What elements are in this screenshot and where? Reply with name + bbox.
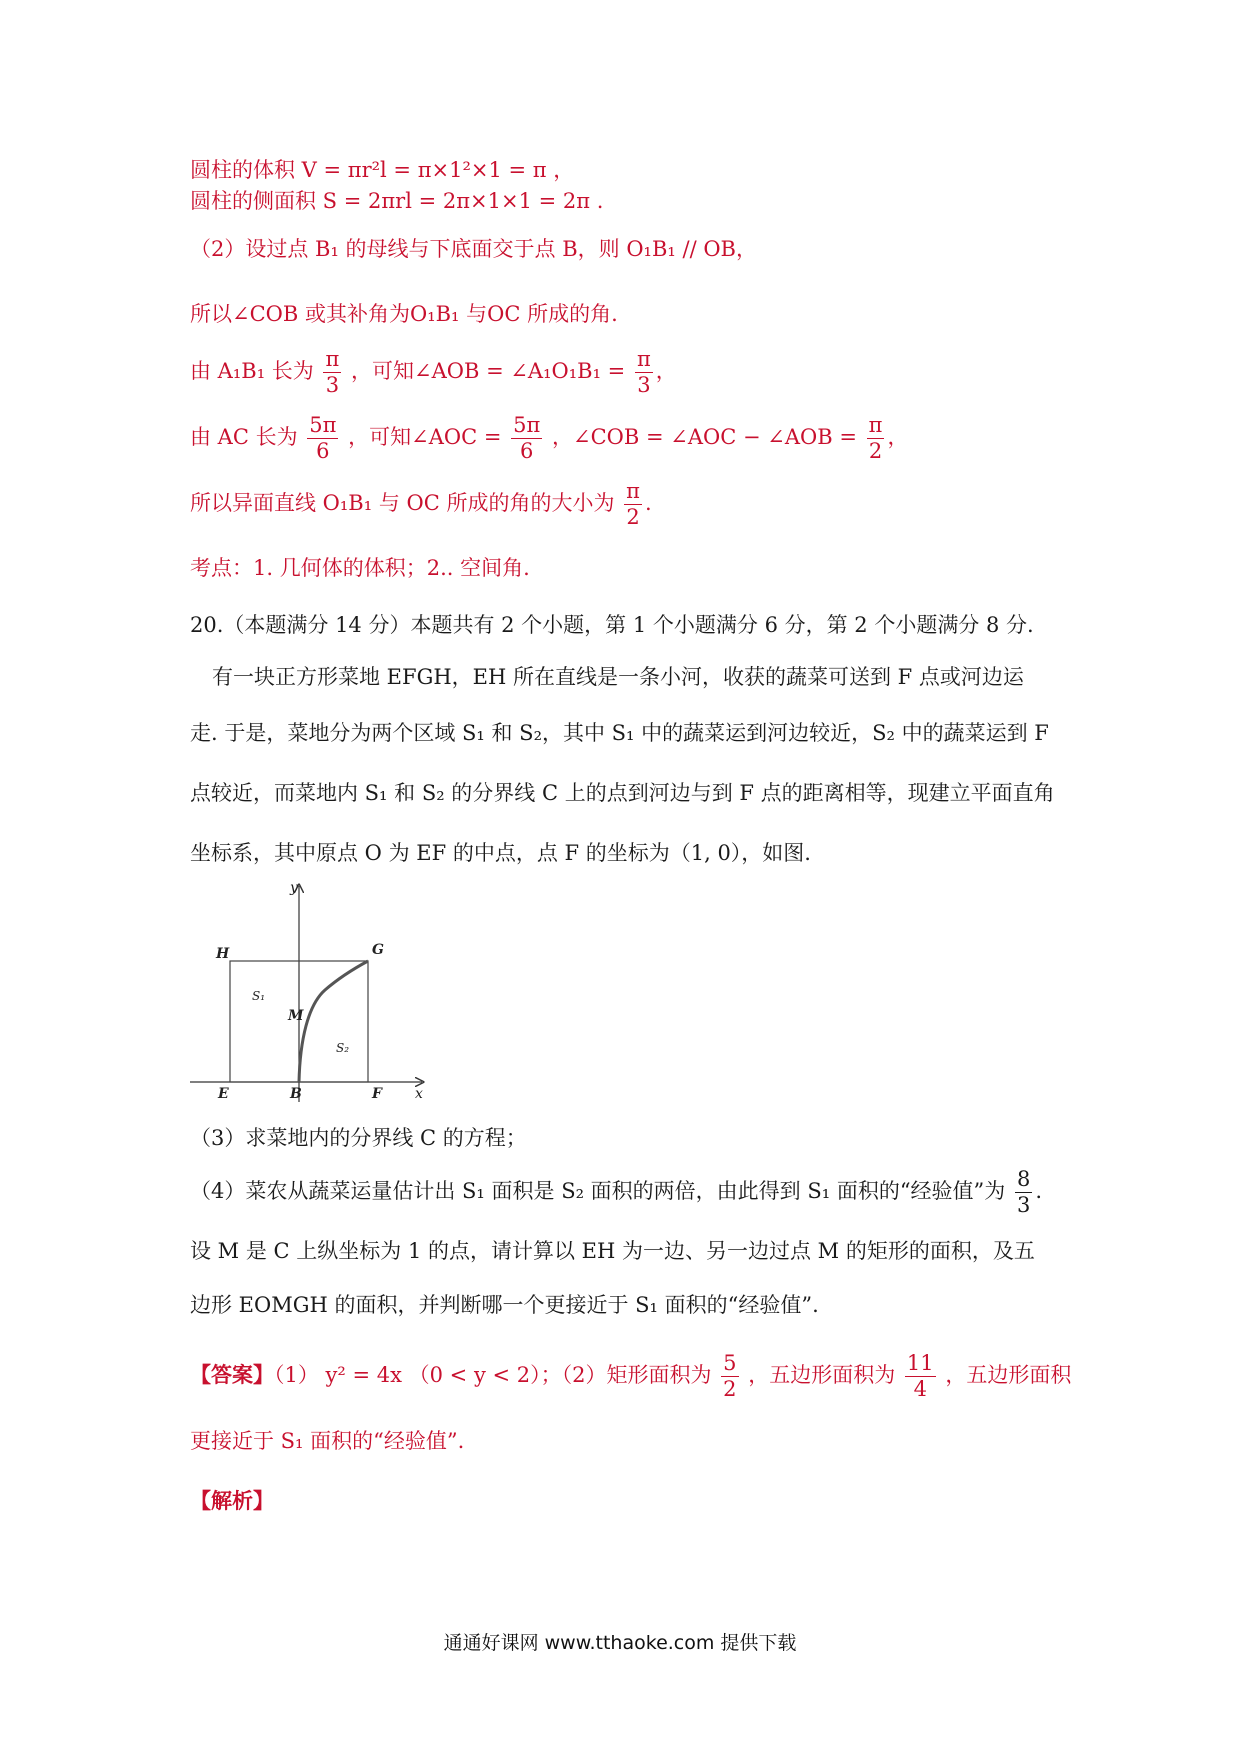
answer-line2: 更接近于 S₁ 面积的“经验值”.	[190, 1429, 465, 1453]
part2-intro-line: （2）设过点 B₁ 的母线与下底面交于点 B，则 O₁B₁ // OB，	[190, 237, 757, 261]
problem-20-para3: 点较近，而菜地内 S₁ 和 S₂ 的分界线 C 上的点到河边与到 F 点的距离相等，现建立平面直角	[190, 781, 1055, 805]
label-s2: S₂	[336, 1041, 350, 1055]
fraction-5pi-over-6-b: $\frac{5\pi}{6}$	[513, 413, 541, 464]
question-4-line1: （4）菜农从蔬菜运量估计出 S₁ 面积是 S₂ 面积的两倍，由此得到 S₁ 面积的“经验值”为 $\frac{8}{3}$ .	[190, 1167, 1043, 1218]
arc-a1b1-prefix: 由 A₁B₁ 长为	[190, 359, 314, 384]
label-x: x	[415, 1086, 423, 1102]
knowledge-points: 考点：1. 几何体的体积；2.. 空间角.	[190, 556, 530, 580]
label-b: B	[290, 1086, 302, 1102]
answer-text1: （1） y² = 4x （0 < y < 2）；（2）矩形面积为	[274, 1363, 712, 1388]
problem-20-para4: 坐标系，其中原点 O 为 EF 的中点，点 F 的坐标为（1, 0），如图.	[190, 841, 811, 865]
conclusion-line: 所以异面直线 O₁B₁ 与 OC 所成的角的大小为 $\frac{\pi}{2}$ .	[190, 479, 652, 530]
boundary-curve-c	[299, 961, 368, 1082]
label-e: E	[218, 1086, 229, 1102]
fraction-pi-over-3-b: $\frac{\pi}{3}$	[636, 347, 651, 398]
question-3: （3）求菜地内的分界线 C 的方程；	[190, 1126, 527, 1150]
coordinate-figure	[190, 880, 435, 1102]
analysis-tag: 【解析】	[190, 1488, 274, 1513]
arc-ac-diff: ，∠COB = ∠AOC − ∠AOB =	[552, 425, 857, 450]
arc-ac-line: 由 AC 长为 $\frac{5\pi}{6}$ ，可知∠AOC = $\frac{5\pi}{6}$ ，∠COB = ∠AOC − ∠AOB = $\frac{\pi}{2}$ ，	[190, 413, 909, 464]
arc-a1b1-suffix: ，可知∠AOB = ∠A₁O₁B₁ =	[350, 359, 626, 384]
label-g: G	[372, 942, 384, 958]
volume-line: 圆柱的体积 V = πr²l = π×1²×1 = π ，	[190, 158, 575, 182]
fraction-5-over-2: $\frac{5}{2}$	[723, 1351, 737, 1402]
fraction-pi-over-2-a: $\frac{\pi}{2}$	[868, 413, 883, 464]
answer-tag: 【答案】	[190, 1362, 274, 1388]
figure-svg	[190, 880, 435, 1102]
problem-20-header: 20.（本题满分 14 分）本题共有 2 个小题，第 1 个小题满分 6 分，第 2 个小题满分 8 分.	[190, 613, 1034, 637]
fraction-8-over-3: $\frac{8}{3}$	[1016, 1167, 1031, 1218]
problem-20-para2: 走. 于是，菜地分为两个区域 S₁ 和 S₂，其中 S₁ 中的蔬菜运到河边较近，S₂ 中的蔬菜运到 F	[190, 721, 1049, 745]
angle-claim-line: 所以∠COB 或其补角为O₁B₁ 与OC 所成的角.	[190, 302, 618, 326]
lateral-area-line: 圆柱的侧面积 S = 2πrl = 2π×1×1 = 2π .	[190, 189, 604, 213]
arc-a1b1-line: 由 A₁B₁ 长为 $\frac{\pi}{3}$ ，可知∠AOB = ∠A₁O₁B₁ = $\frac{\pi}{3}$ ，	[190, 347, 677, 398]
arc-ac-mid: ，可知∠AOC =	[348, 425, 502, 450]
question-4-line2: 设 M 是 C 上纵坐标为 1 的点，请计算以 EH 为一边、另一边过点 M 的矩形的面积，及五	[190, 1239, 1035, 1263]
fraction-pi-over-2-b: $\frac{\pi}{2}$	[626, 479, 640, 530]
question-4-line3: 边形 EOMGH 的面积，并判断哪一个更接近于 S₁ 面积的“经验值”.	[190, 1293, 819, 1317]
answer-text3: ，五边形面积	[945, 1363, 1072, 1388]
answer-line1	[190, 1352, 1071, 1401]
label-f: F	[372, 1086, 382, 1102]
label-h: H	[216, 946, 230, 962]
label-m: M	[288, 1008, 304, 1024]
fraction-pi-over-3-a: $\frac{\pi}{3}$	[325, 347, 340, 398]
fraction-5pi-over-6-a: $\frac{5\pi}{6}$	[309, 413, 337, 464]
conclusion-prefix: 所以异面直线 O₁B₁ 与 OC 所成的角的大小为	[190, 491, 615, 516]
label-y: y	[290, 880, 298, 896]
arc-ac-prefix: 由 AC 长为	[190, 425, 298, 450]
label-s1: S₁	[252, 989, 266, 1003]
problem-20-para1: 有一块正方形菜地 EFGH，EH 所在直线是一条小河，收获的蔬菜可送到 F 点或河边运	[212, 665, 1024, 689]
question-4-prefix: （4）菜农从蔬菜运量估计出 S₁ 面积是 S₂ 面积的两倍，由此得到 S₁ 面积的“经验值”为	[190, 1179, 1006, 1204]
answer-text2: ，五边形面积为	[748, 1363, 896, 1388]
page-footer: 通通好课网 www.tthaoke.com 提供下载	[443, 1632, 797, 1654]
fraction-11-over-4: $\frac{11}{4}$	[906, 1351, 934, 1402]
